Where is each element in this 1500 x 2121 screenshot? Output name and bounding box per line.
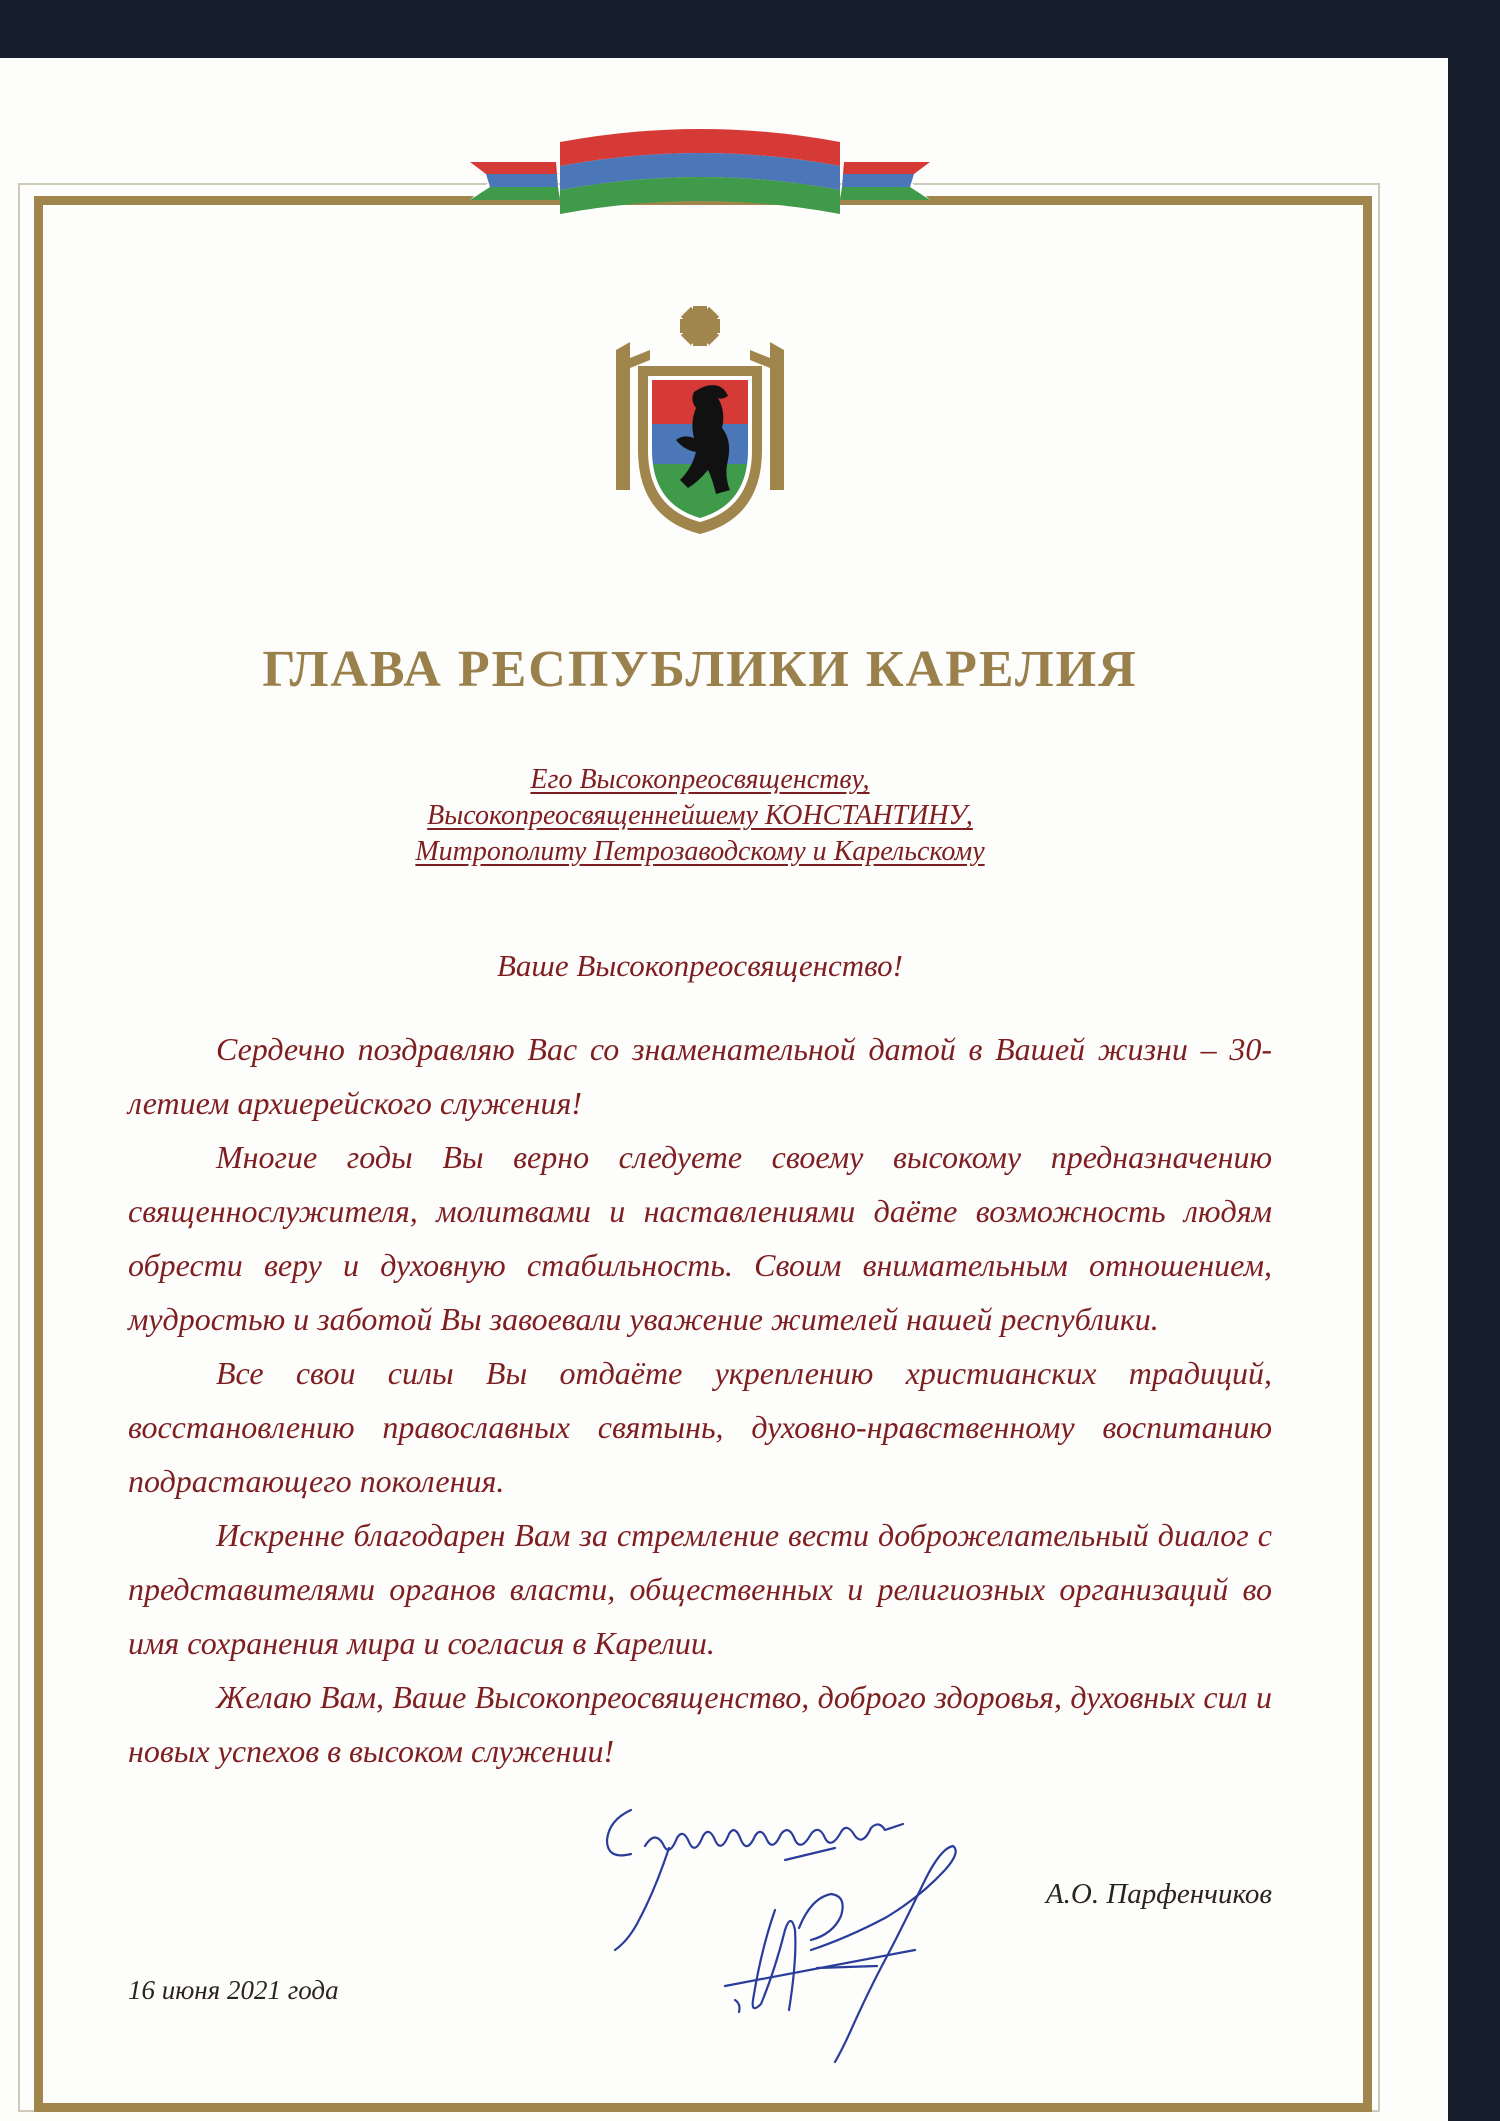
flag-ribbon-icon <box>460 118 940 228</box>
salutation: Ваше Высокопреосвященство! <box>497 948 903 983</box>
scan-background-top <box>0 0 1500 58</box>
page-title: ГЛАВА РЕСПУБЛИКИ КАРЕЛИЯ <box>262 641 1138 698</box>
coat-of-arms-icon <box>610 300 790 540</box>
handwritten-signature <box>585 1800 1015 2070</box>
body-paragraph: Сердечно поздравляю Вас со знаменательной датой в Вашей жизни – 30-летием архиерейского служения! <box>128 1031 1272 1121</box>
body-paragraph: Все свои силы Вы отдаёте укреплению христианских традиций, восстановлению православных святынь, духовно-нравственному воспитанию подрастающего поколения. <box>128 1355 1272 1499</box>
signatory-name: А.О. Парфенчиков <box>1045 1878 1272 1910</box>
body-paragraph: Желаю Вам, Ваше Высокопреосвященство, доброго здоровья, духовных сил и новых успехов в высоком служении! <box>128 1679 1272 1769</box>
body-paragraph: Многие годы Вы верно следуете своему высокому предназначению священнослужителя, молитвами и наставлениями даёте возможность людям обрести веру и духовную стабильность. Своим внимательным отношением, мудростью и заботой Вы завоевали уважение жителей нашей республики. <box>128 1139 1272 1337</box>
letter-date: 16 июня 2021 года <box>128 1975 339 2005</box>
addressee-line: Его Высокопреосвященству, <box>530 764 870 795</box>
addressee-line: Митрополиту Петрозаводскому и Карельскому <box>415 836 985 867</box>
letter-body <box>128 1022 1272 1778</box>
addressee-block <box>200 762 1200 870</box>
addressee-line: Высокопреосвященнейшему КОНСТАНТИНУ, <box>427 800 973 831</box>
scan-background-right <box>1448 0 1500 2121</box>
body-paragraph: Искренне благодарен Вам за стремление вести доброжелательный диалог с представителями органов власти, общественных и религиозных организаций во имя сохранения мира и согласия в Карелии. <box>128 1517 1272 1661</box>
